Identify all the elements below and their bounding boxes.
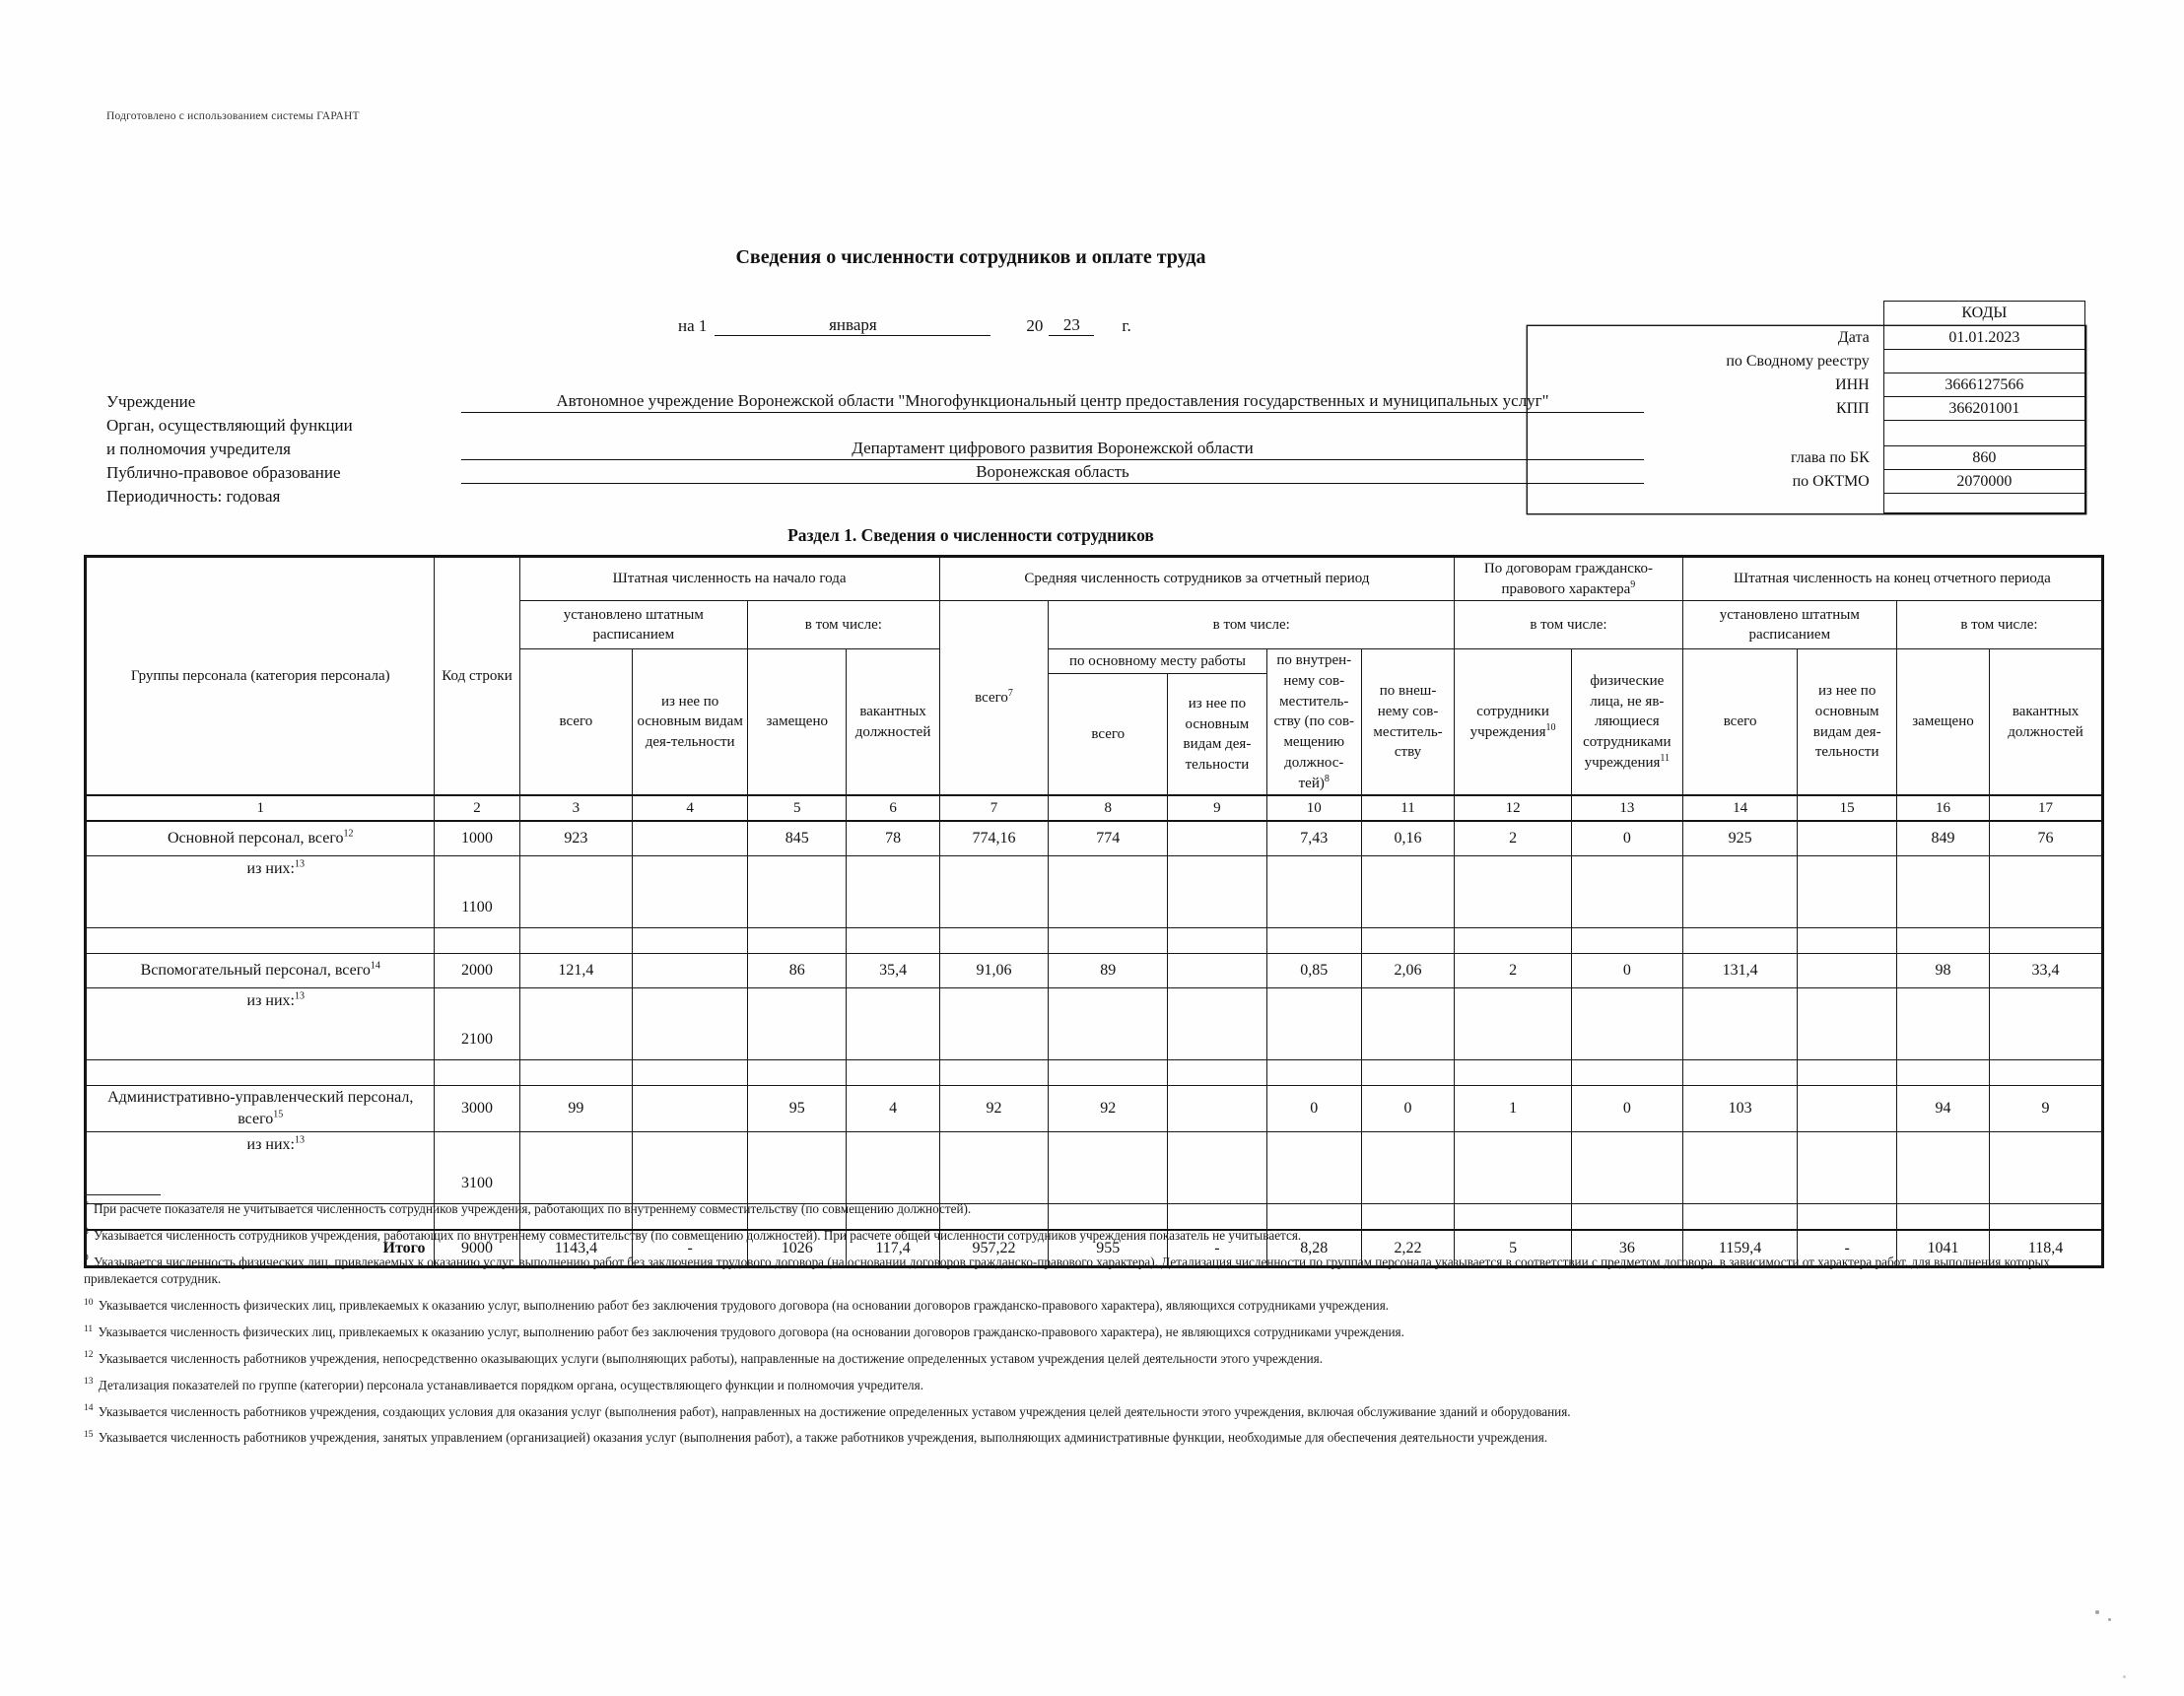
cell bbox=[939, 1060, 1049, 1086]
cell bbox=[1896, 988, 1989, 1060]
column-number: 17 bbox=[1990, 795, 2103, 821]
table-row bbox=[86, 1086, 2103, 1132]
codes-row-value: 2070000 bbox=[1883, 470, 2085, 494]
codes-row-value: 860 bbox=[1883, 446, 2085, 470]
cell bbox=[748, 1060, 847, 1086]
cell: 5 bbox=[1455, 1230, 1572, 1267]
cell bbox=[748, 988, 847, 1060]
codes-row-label: по ОКТМО bbox=[1792, 473, 1870, 490]
cell: 957,22 bbox=[939, 1230, 1049, 1267]
header-group-end-period: Штатная численность на конец отчетного периода bbox=[1682, 557, 2102, 601]
cell bbox=[1266, 988, 1361, 1060]
cell bbox=[1990, 1060, 2103, 1086]
cell bbox=[1455, 856, 1572, 928]
table-row bbox=[86, 954, 2103, 988]
cell bbox=[1455, 988, 1572, 1060]
cell bbox=[1168, 928, 1266, 954]
cell: 9 bbox=[1990, 1086, 2103, 1132]
column-number: 16 bbox=[1896, 795, 1989, 821]
cell: 76 bbox=[1990, 821, 2103, 856]
cell: 0 bbox=[1572, 954, 1683, 988]
founder-label-line1: Орган, осуществляющий функции bbox=[106, 416, 353, 435]
row-code: 3000 bbox=[435, 1086, 519, 1132]
report-date-line bbox=[678, 315, 1131, 336]
cell: 923 bbox=[519, 821, 633, 856]
cell bbox=[1361, 988, 1454, 1060]
cell: 86 bbox=[748, 954, 847, 988]
cell: 925 bbox=[1682, 821, 1798, 856]
date-century: 20 bbox=[1026, 316, 1044, 335]
cell bbox=[939, 1132, 1049, 1204]
cell bbox=[1168, 1132, 1266, 1204]
cell bbox=[633, 856, 748, 928]
codes-row-label bbox=[1528, 494, 1883, 513]
cell bbox=[1266, 928, 1361, 954]
cell: 955 bbox=[1049, 1230, 1168, 1267]
cell bbox=[1168, 988, 1266, 1060]
header-incl-avg: в том числе: bbox=[1049, 601, 1455, 649]
cell bbox=[1361, 1060, 1454, 1086]
column-number: 13 bbox=[1572, 795, 1683, 821]
cell: 78 bbox=[847, 821, 939, 856]
cell bbox=[748, 1132, 847, 1204]
header-staff-emp-12: сотрудники учреждения$^{10}$ bbox=[1455, 649, 1572, 795]
cell bbox=[939, 856, 1049, 928]
cell: 0 bbox=[1572, 821, 1683, 856]
codes-row-label: глава по БК bbox=[1791, 449, 1870, 466]
footnote-separator bbox=[84, 1194, 161, 1195]
header-incl-start: в том числе: bbox=[748, 601, 940, 649]
cell: 2,22 bbox=[1361, 1230, 1454, 1267]
cell bbox=[1361, 1132, 1454, 1204]
garant-watermark: Подготовлено с использованием системы ГАРАНТ bbox=[106, 110, 360, 122]
cell bbox=[1990, 988, 2103, 1060]
footnote: $^7$ При расчете показателя не учитывается численность сотрудников учреждения, работающих по внутреннему совместительству (по совмещению должностей). bbox=[84, 1200, 972, 1216]
cell bbox=[847, 988, 939, 1060]
codes-row-value: 366201001 bbox=[1883, 397, 2085, 421]
cell bbox=[1049, 1132, 1168, 1204]
table-row bbox=[86, 988, 2103, 1060]
cell: 94 bbox=[1896, 1086, 1989, 1132]
row-label: из них:$^{13}$ bbox=[86, 988, 435, 1060]
header-incl-gph: в том числе: bbox=[1455, 601, 1683, 649]
cell: 0,16 bbox=[1361, 821, 1454, 856]
cell: 89 bbox=[1049, 954, 1168, 988]
header-group-start-year: Штатная численность на начало года bbox=[519, 557, 939, 601]
column-number: 12 bbox=[1455, 795, 1572, 821]
cell: 2 bbox=[1455, 821, 1572, 856]
column-number: 4 bbox=[633, 795, 748, 821]
codes-row-value: 3666127566 bbox=[1883, 373, 2085, 397]
cell: 1026 bbox=[748, 1230, 847, 1267]
codes-spacer bbox=[1528, 301, 1883, 326]
codes-row-value: 01.01.2023 bbox=[1883, 326, 2085, 350]
cell: - bbox=[1798, 1230, 1896, 1267]
header-zam-5: замещено bbox=[748, 649, 847, 795]
row-code bbox=[435, 928, 519, 954]
footnote: $^9$ Указывается численность физических лиц, привлекаемых к оказанию услуг, выполнению работ без заключения трудового договора (на основании договоров гражданско-правового характера). Детализация численности по группам персонала указывается в соответствии с предметом договора, в зависимости от характера работ, для выполнения которых привлекается сотрудник. bbox=[84, 1254, 2051, 1287]
date-month-field: января bbox=[715, 315, 990, 336]
row-label bbox=[86, 1060, 435, 1086]
staff-table bbox=[84, 555, 2104, 1268]
cell bbox=[748, 856, 847, 928]
cell: 118,4 bbox=[1990, 1230, 2103, 1267]
codes-row bbox=[1528, 326, 2085, 350]
header-vsego-3: всего bbox=[519, 649, 633, 795]
cell bbox=[1682, 1060, 1798, 1086]
footnote: $^{12}$ Указывается численность работников учреждения, непосредственно оказывающих услуги (выполняющих работы), направленные на достижение определенных уставом учреждения целей деятельности этого учреждения. bbox=[84, 1350, 1324, 1366]
cell bbox=[1682, 928, 1798, 954]
public-entity-value: Воронежская область bbox=[461, 462, 1644, 484]
footnotes-block bbox=[84, 1200, 2102, 1456]
column-number: 14 bbox=[1682, 795, 1798, 821]
cell bbox=[1896, 1132, 1989, 1204]
cell bbox=[1168, 1086, 1266, 1132]
header-incl-end: в том числе: bbox=[1896, 601, 2102, 649]
cell bbox=[939, 988, 1049, 1060]
header-ushr-start: установлено штатным расписанием bbox=[519, 601, 748, 649]
date-prefix: на 1 bbox=[678, 316, 708, 335]
cell: 36 bbox=[1572, 1230, 1683, 1267]
public-entity-label: Публично-правовое образование bbox=[106, 463, 341, 482]
header-group-gph: По договорам гражданско-правового характера$^9$ bbox=[1455, 557, 1683, 601]
cell bbox=[939, 928, 1049, 954]
cell: 0 bbox=[1266, 1086, 1361, 1132]
cell bbox=[1266, 1060, 1361, 1086]
column-number: 11 bbox=[1361, 795, 1454, 821]
cell bbox=[1990, 928, 2103, 954]
cell bbox=[1798, 1086, 1896, 1132]
header-vsego-7: всего$^7$ bbox=[939, 601, 1049, 795]
cell bbox=[1896, 928, 1989, 954]
cell bbox=[1896, 856, 1989, 928]
header-code-col: Код строки bbox=[435, 557, 519, 796]
column-number: 15 bbox=[1798, 795, 1896, 821]
row-label bbox=[86, 928, 435, 954]
table-row bbox=[86, 1132, 2103, 1204]
cell bbox=[1798, 1060, 1896, 1086]
institution-value: Автономное учреждение Воронежской области "Многофункциональный центр предоставления государственных и муниципальных услуг" bbox=[461, 391, 1644, 413]
cell bbox=[1572, 928, 1683, 954]
table-row bbox=[86, 928, 2103, 954]
row-label: Основной персонал, всего$^{12}$ bbox=[86, 821, 435, 856]
header-iznee-15: из нее по основным видам дея-тельности bbox=[1798, 649, 1896, 795]
cell: 845 bbox=[748, 821, 847, 856]
table-row bbox=[86, 821, 2103, 856]
cell: 95 bbox=[748, 1086, 847, 1132]
codes-row bbox=[1528, 350, 2085, 373]
cell bbox=[519, 988, 633, 1060]
header-internal-10: по внутрен-нему сов-меститель-ству (по сов-мещению должнос-тей)$^8$ bbox=[1266, 649, 1361, 795]
cell bbox=[633, 1086, 748, 1132]
cell bbox=[1798, 928, 1896, 954]
header-iznee-9: из нее по основным видам дея-тельности bbox=[1168, 674, 1266, 796]
column-number: 6 bbox=[847, 795, 939, 821]
document-title: Сведения о численности сотрудников и оплате труда bbox=[735, 246, 1206, 268]
cell: 849 bbox=[1896, 821, 1989, 856]
cell: 92 bbox=[939, 1086, 1049, 1132]
cell bbox=[1572, 1060, 1683, 1086]
header-external-11: по внеш-нему сов-меститель-ству bbox=[1361, 649, 1454, 795]
cell bbox=[1572, 1132, 1683, 1204]
cell bbox=[1798, 954, 1896, 988]
table-row bbox=[86, 856, 2103, 928]
cell bbox=[633, 821, 748, 856]
cell: 92 bbox=[1049, 1086, 1168, 1132]
table-row bbox=[86, 1060, 2103, 1086]
row-label: Вспомогательный персонал, всего$^{14}$ bbox=[86, 954, 435, 988]
cell bbox=[1896, 1060, 1989, 1086]
cell: 91,06 bbox=[939, 954, 1049, 988]
periodicity-label: Периодичность: годовая bbox=[106, 487, 281, 506]
founder-label-line2: и полномочия учредителя bbox=[106, 440, 291, 458]
row-code: 2000 bbox=[435, 954, 519, 988]
cell bbox=[633, 1060, 748, 1086]
cell bbox=[847, 856, 939, 928]
header-vak-17: вакантных должностей bbox=[1990, 649, 2103, 795]
column-number: 8 bbox=[1049, 795, 1168, 821]
cell bbox=[1266, 856, 1361, 928]
cell bbox=[1266, 1132, 1361, 1204]
cell bbox=[1572, 988, 1683, 1060]
cell bbox=[1049, 856, 1168, 928]
cell: 2 bbox=[1455, 954, 1572, 988]
row-code: 1000 bbox=[435, 821, 519, 856]
cell bbox=[1168, 954, 1266, 988]
cell bbox=[1455, 928, 1572, 954]
scan-artifact bbox=[2095, 1610, 2099, 1614]
codes-row bbox=[1528, 494, 2085, 513]
column-number: 9 bbox=[1168, 795, 1266, 821]
cell bbox=[1572, 856, 1683, 928]
header-zam-16: замещено bbox=[1896, 649, 1989, 795]
institution-label: Учреждение bbox=[106, 392, 196, 411]
cell: 774 bbox=[1049, 821, 1168, 856]
cell bbox=[1990, 1132, 2103, 1204]
scan-artifact bbox=[2123, 1675, 2126, 1678]
cell: - bbox=[1168, 1230, 1266, 1267]
column-number: 10 bbox=[1266, 795, 1361, 821]
header-ushr-end: установлено штатным расписанием bbox=[1682, 601, 1896, 649]
codes-row-label: по Сводному реестру bbox=[1726, 353, 1870, 370]
cell: 99 bbox=[519, 1086, 633, 1132]
cell bbox=[847, 928, 939, 954]
cell bbox=[1682, 856, 1798, 928]
cell: 0,85 bbox=[1266, 954, 1361, 988]
column-number: 3 bbox=[519, 795, 633, 821]
cell bbox=[633, 988, 748, 1060]
date-year-field: 23 bbox=[1049, 315, 1094, 336]
cell: 33,4 bbox=[1990, 954, 2103, 988]
cell bbox=[847, 1132, 939, 1204]
cell: 0 bbox=[1361, 1086, 1454, 1132]
footnote: $^{11}$ Указывается численность физических лиц, привлекаемых к оказанию услуг, выполнению работ без заключения трудового договора (на основании договоров гражданско-правового характера), не являющихся сотрудниками учреждения. bbox=[84, 1323, 1404, 1340]
row-code: 1100 bbox=[435, 856, 519, 928]
cell bbox=[633, 1132, 748, 1204]
codes-row-label: КПП bbox=[1835, 400, 1870, 417]
footnote: $^{14}$ Указывается численность работников учреждения, создающих условия для оказания услуг (выполнения работ), направленных на достижение определенных уставом учреждения целей деятельности этого учреждения, включая обслуживание зданий и оборудования. bbox=[84, 1403, 1571, 1419]
cell bbox=[1361, 856, 1454, 928]
row-code: 3100 bbox=[435, 1132, 519, 1204]
cell: 117,4 bbox=[847, 1230, 939, 1267]
header-row-groups bbox=[86, 557, 2103, 601]
cell bbox=[1798, 1132, 1896, 1204]
cell bbox=[1798, 988, 1896, 1060]
cell bbox=[1455, 1060, 1572, 1086]
header-vak-6: вакантных должностей bbox=[847, 649, 939, 795]
section-1-title: Раздел 1. Сведения о численности сотрудников bbox=[787, 525, 1154, 545]
cell bbox=[633, 954, 748, 988]
column-number: 2 bbox=[435, 795, 519, 821]
codes-rows bbox=[1528, 326, 2085, 513]
cell: 1143,4 bbox=[519, 1230, 633, 1267]
cell: 8,28 bbox=[1266, 1230, 1361, 1267]
scan-artifact bbox=[2108, 1618, 2111, 1621]
column-numbers-row bbox=[86, 795, 2103, 821]
cell bbox=[1049, 988, 1168, 1060]
date-suffix: г. bbox=[1122, 316, 1131, 335]
cell bbox=[633, 928, 748, 954]
codes-row-value bbox=[1883, 421, 2085, 446]
column-number: 1 bbox=[86, 795, 435, 821]
header-phys-13: физические лица, не яв-ляющиеся сотрудниками учреждения$^{11}$ bbox=[1572, 649, 1683, 795]
cell: 2,06 bbox=[1361, 954, 1454, 988]
header-group-average: Средняя численность сотрудников за отчетный период bbox=[939, 557, 1454, 601]
cell: 4 bbox=[847, 1086, 939, 1132]
cell bbox=[1682, 988, 1798, 1060]
cell bbox=[847, 1060, 939, 1086]
codes-row-label: Дата bbox=[1837, 329, 1870, 346]
cell bbox=[1361, 928, 1454, 954]
footnote: $^8$ Указывается численность сотрудников учреждения, работающих по внутреннему совместительству (по совмещению должностей). При расчете общей численности сотрудников учреждения показатель не учитывается. bbox=[84, 1227, 1302, 1243]
cell bbox=[1798, 821, 1896, 856]
footnote: $^{10}$ Указывается численность физических лиц, привлекаемых к оказанию услуг, выполнению работ без заключения трудового договора (на основании договоров гражданско-правового характера), являющихся сотрудниками учреждения. bbox=[84, 1297, 1390, 1314]
footnote: $^{13}$ Детализация показателей по группе (категории) персонала устанавливается порядком органа, осуществляющего функции и полномочия учредителя. bbox=[84, 1377, 923, 1392]
cell: 7,43 bbox=[1266, 821, 1361, 856]
cell bbox=[1990, 856, 2103, 928]
codes-row-value bbox=[1883, 350, 2085, 373]
cell: - bbox=[633, 1230, 748, 1267]
cell bbox=[519, 1060, 633, 1086]
row-code: 2100 bbox=[435, 988, 519, 1060]
cell: 103 bbox=[1682, 1086, 1798, 1132]
cell: 1041 bbox=[1896, 1230, 1989, 1267]
cell bbox=[1168, 856, 1266, 928]
codes-row-label: ИНН bbox=[1835, 376, 1870, 393]
cell bbox=[748, 928, 847, 954]
cell: 131,4 bbox=[1682, 954, 1798, 988]
cell bbox=[1049, 928, 1168, 954]
column-number: 7 bbox=[939, 795, 1049, 821]
cell bbox=[1168, 821, 1266, 856]
codes-header: КОДЫ bbox=[1883, 301, 2085, 326]
row-code: 9000 bbox=[435, 1230, 519, 1267]
founder-value: Департамент цифрового развития Воронежской области bbox=[461, 439, 1644, 460]
row-label: Административно-управленческий персонал, всего$^{15}$ bbox=[86, 1086, 435, 1132]
cell bbox=[519, 928, 633, 954]
header-main-place: по основному месту работы bbox=[1049, 649, 1266, 674]
cell: 1 bbox=[1455, 1086, 1572, 1132]
header-groups-col: Группы персонала (категория персонала) bbox=[86, 557, 435, 796]
header-vsego-14: всего bbox=[1682, 649, 1798, 795]
cell bbox=[1049, 1060, 1168, 1086]
cell: 0 bbox=[1572, 1086, 1683, 1132]
header-iznee-4: из нее по основным видам дея-тельности bbox=[633, 649, 748, 795]
cell bbox=[1168, 1060, 1266, 1086]
cell bbox=[1682, 1132, 1798, 1204]
codes-row-value bbox=[1883, 494, 2085, 513]
cell bbox=[519, 856, 633, 928]
column-number: 5 bbox=[748, 795, 847, 821]
cell bbox=[1798, 856, 1896, 928]
cell: 98 bbox=[1896, 954, 1989, 988]
row-label: из них:$^{13}$ bbox=[86, 856, 435, 928]
cell: 121,4 bbox=[519, 954, 633, 988]
header-vsego-8: всего bbox=[1049, 674, 1168, 796]
cell bbox=[1455, 1132, 1572, 1204]
row-label: Итого bbox=[86, 1230, 435, 1267]
footnote: $^{15}$ Указывается численность работников учреждения, занятых управлением (организацией) оказания услуг (выполнения работ), а также работников учреждения, выполняющих административные функции, необходимые для обеспечения деятельности учреждения. bbox=[84, 1429, 1548, 1446]
cell: 774,16 bbox=[939, 821, 1049, 856]
cell bbox=[519, 1132, 633, 1204]
row-label: из них:$^{13}$ bbox=[86, 1132, 435, 1204]
cell: 1159,4 bbox=[1682, 1230, 1798, 1267]
cell: 35,4 bbox=[847, 954, 939, 988]
row-code bbox=[435, 1060, 519, 1086]
